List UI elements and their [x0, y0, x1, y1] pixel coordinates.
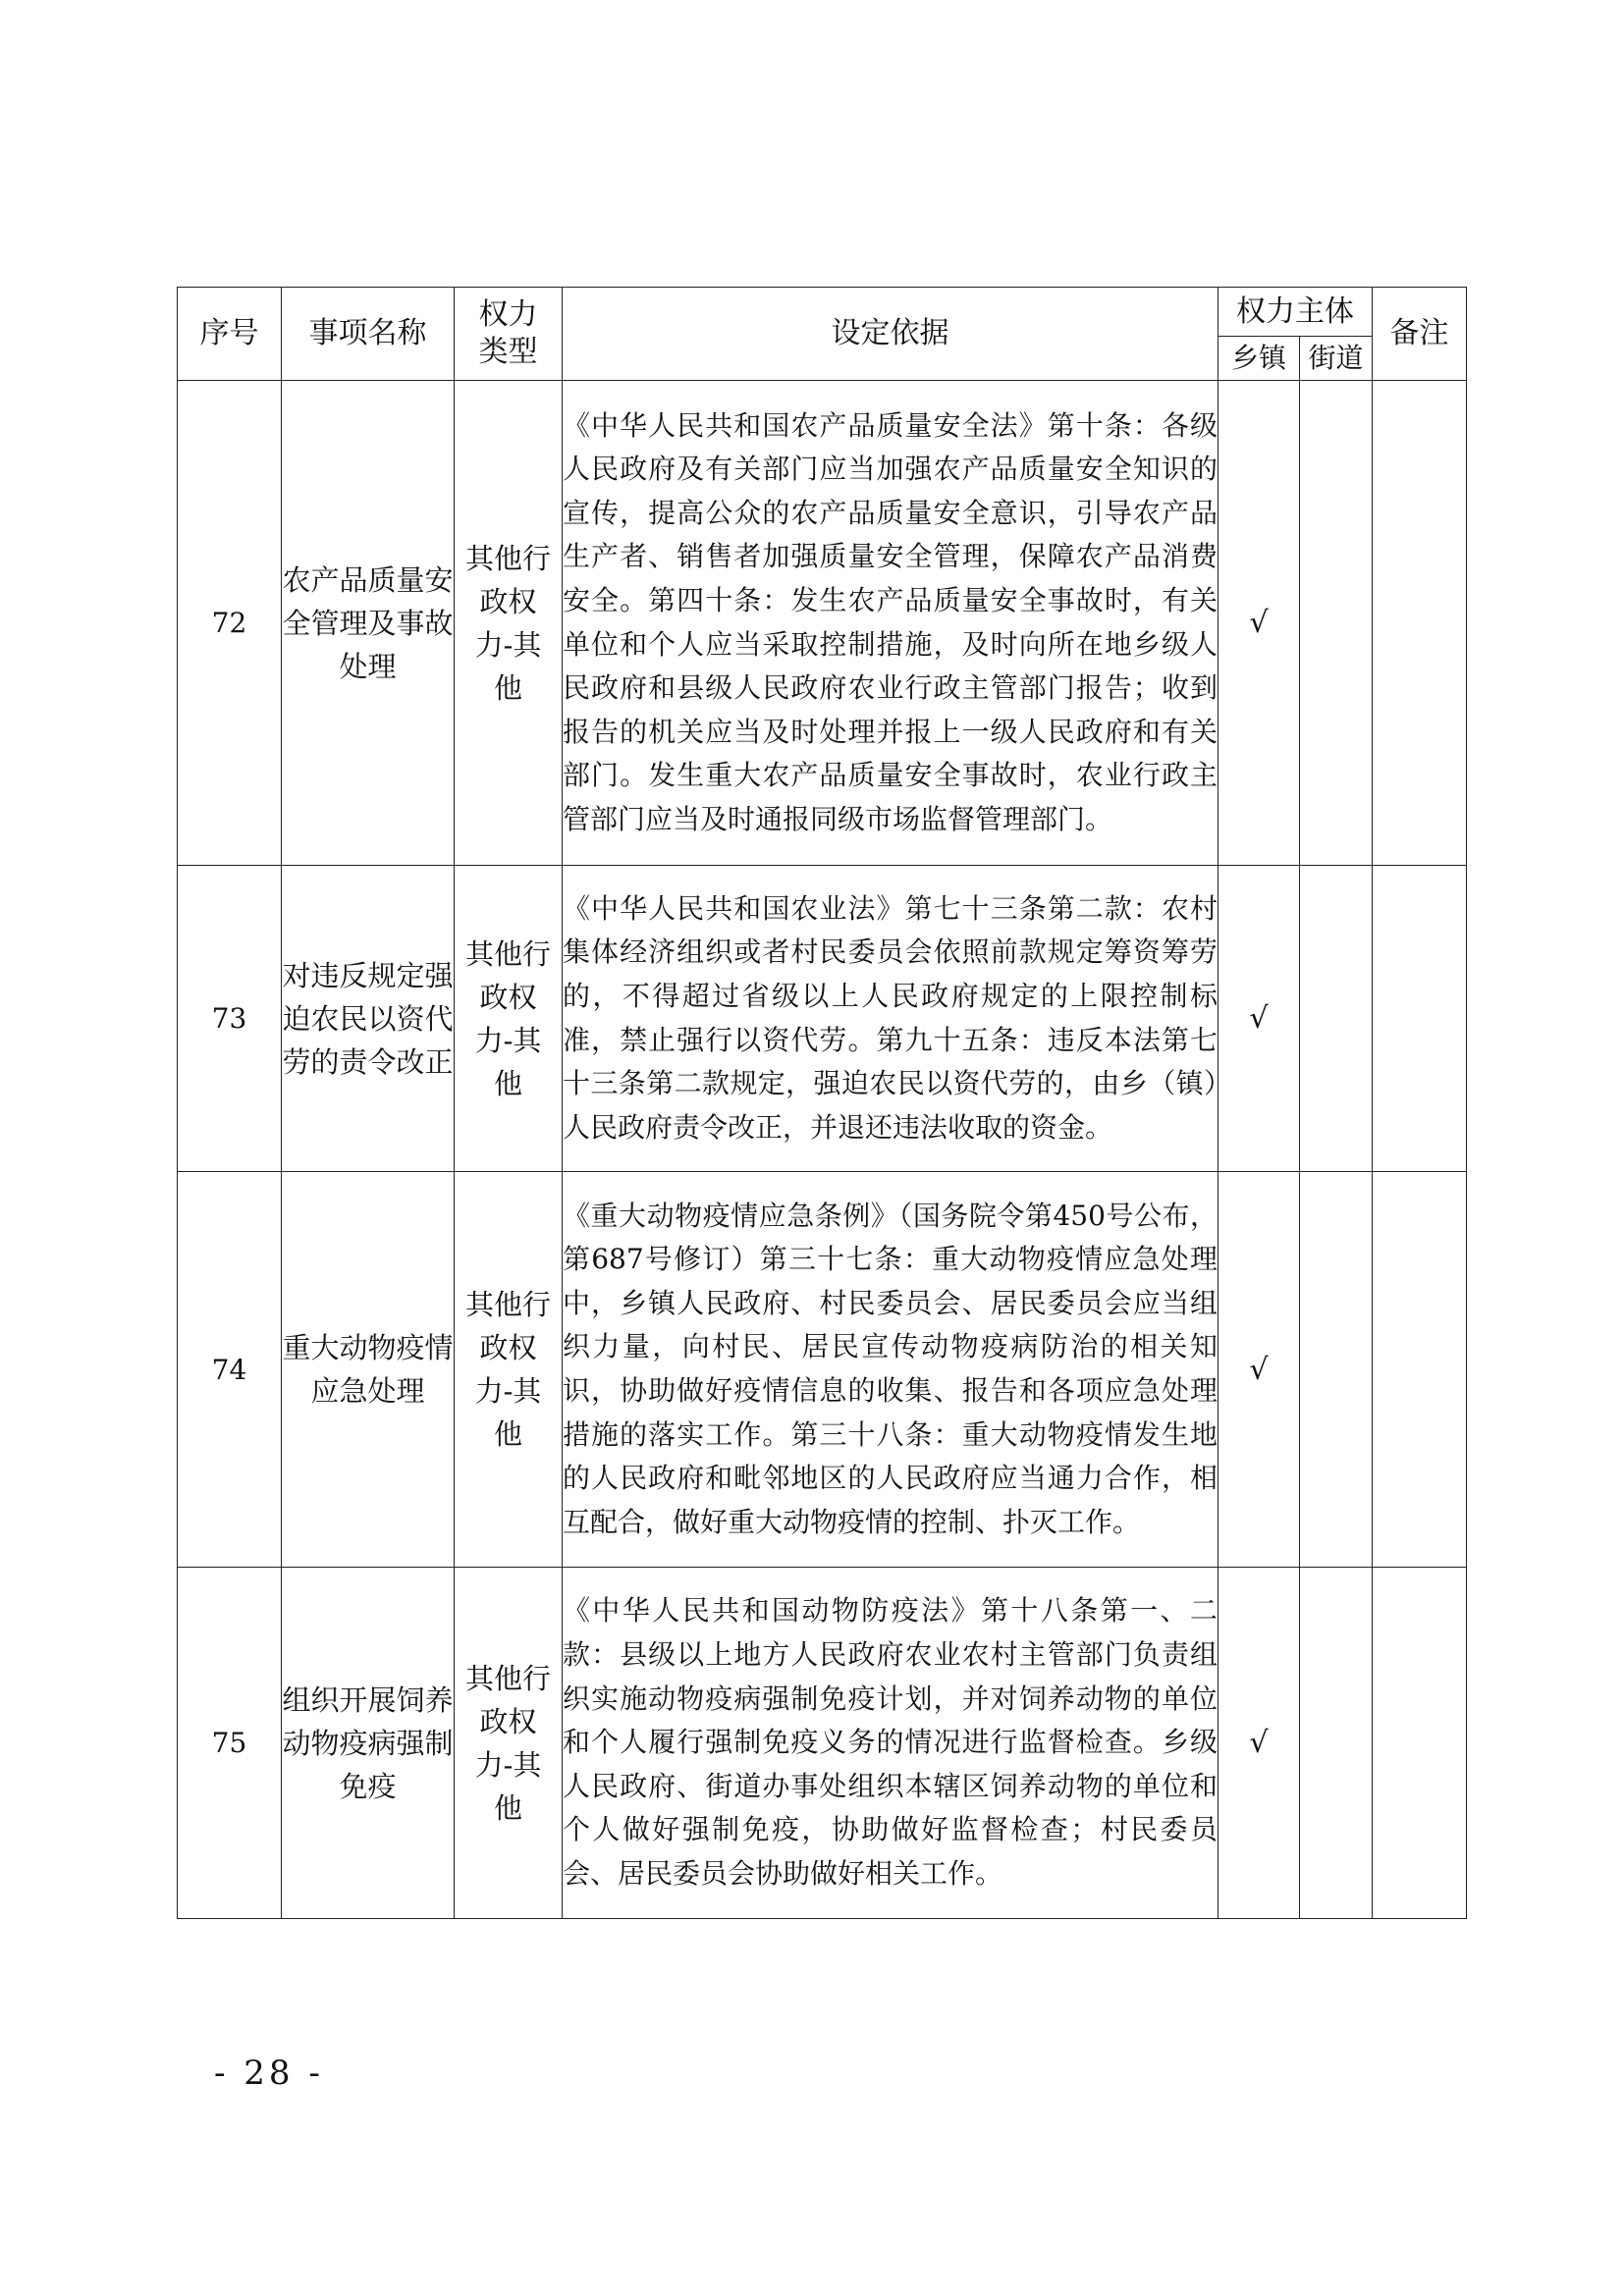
header-name: 事项名称	[282, 288, 455, 381]
row-seq: 73	[178, 866, 282, 1172]
row-basis: 《重大动物疫情应急条例》（国务院令第450号公布，第687号修订）第三十七条：重大动物疫情应急处理中，乡镇人民政府、村民委员会、居民委员会应当组织力量，向村民、居民宣传动物疫病防治的相关知识，协助做好疫情信息的收集、报告和各项应急处理措施的落实工作。第三十八条：重大动物疫情发生地的人民政府和毗邻地区的人民政府应当通力合作，相互配合，做好重大动物疫情的控制、扑灭工作。	[563, 1172, 1218, 1568]
page-number: - 28 -	[214, 2054, 324, 2093]
row-remark	[1373, 1172, 1467, 1568]
row-power-type	[455, 381, 563, 866]
row-township-check: √	[1218, 381, 1300, 866]
row-power-type	[455, 1172, 563, 1568]
table-row	[178, 1568, 1467, 1919]
header-street: 街道	[1300, 337, 1373, 381]
power-list-table	[177, 287, 1467, 1919]
row-remark	[1373, 866, 1467, 1172]
row-street-check	[1300, 1568, 1373, 1919]
header-type-text: 权力类型	[478, 297, 538, 369]
row-township-check: √	[1218, 1172, 1300, 1568]
row-power-type	[455, 1568, 563, 1919]
row-remark	[1373, 1568, 1467, 1919]
header-basis: 设定依据	[563, 288, 1218, 381]
table-row	[178, 866, 1467, 1172]
row-township-check: √	[1218, 1568, 1300, 1919]
row-basis: 《中华人民共和国农产品质量安全法》第十条：各级人民政府及有关部门应当加强农产品质量安全知识的宣传，提高公众的农产品质量安全意识，引导农产品生产者、销售者加强质量安全管理，保障农产品消费安全。第四十条：发生农产品质量安全事故时，有关单位和个人应当采取控制措施，及时向所在地乡级人民政府和县级人民政府农业行政主管部门报告；收到报告的机关应当及时处理并报上一级人民政府和有关部门。发生重大农产品质量安全事故时，农业行政主管部门应当及时通报同级市场监督管理部门。	[563, 381, 1218, 866]
row-power-type-text: 其他行政权力-其他	[464, 1288, 551, 1451]
row-basis: 《中华人民共和国农业法》第七十三条第二款：农村集体经济组织或者村民委员会依照前款规定筹资筹劳的，不得超过省级以上人民政府规定的上限控制标准，禁止强行以资代劳。第九十五条：违反本法第七十三条第二款规定，强迫农民以资代劳的，由乡（镇）人民政府责令改正，并退还违法收取的资金。	[563, 866, 1218, 1172]
header-seq: 序号	[178, 288, 282, 381]
row-street-check	[1300, 1172, 1373, 1568]
row-item-name: 农产品质量安全管理及事故处理	[282, 381, 455, 866]
header-type	[455, 288, 563, 381]
row-seq: 74	[178, 1172, 282, 1568]
header-township: 乡镇	[1218, 337, 1300, 381]
row-power-type-text: 其他行政权力-其他	[464, 1661, 551, 1825]
row-power-type-text: 其他行政权力-其他	[464, 936, 551, 1100]
row-street-check	[1300, 866, 1373, 1172]
row-power-type	[455, 866, 563, 1172]
row-remark	[1373, 381, 1467, 866]
header-remark: 备注	[1373, 288, 1467, 381]
table-row	[178, 381, 1467, 866]
row-seq: 75	[178, 1568, 282, 1919]
row-power-type-text: 其他行政权力-其他	[464, 541, 551, 705]
row-basis: 《中华人民共和国动物防疫法》第十八条第一、二款：县级以上地方人民政府农业农村主管部门负责组织实施动物疫病强制免疫计划，并对饲养动物的单位和个人履行强制免疫义务的情况进行监督检查。乡级人民政府、街道办事处组织本辖区饲养动物的单位和个人做好强制免疫，协助做好监督检查；村民委员会、居民委员会协助做好相关工作。	[563, 1568, 1218, 1919]
row-township-check: √	[1218, 866, 1300, 1172]
row-item-name: 重大动物疫情应急处理	[282, 1172, 455, 1568]
row-item-name: 组织开展饲养动物疫病强制免疫	[282, 1568, 455, 1919]
header-subject: 权力主体	[1218, 288, 1373, 337]
row-seq: 72	[178, 381, 282, 866]
table-row	[178, 1172, 1467, 1568]
row-item-name: 对违反规定强迫农民以资代劳的责令改正	[282, 866, 455, 1172]
row-street-check	[1300, 381, 1373, 866]
